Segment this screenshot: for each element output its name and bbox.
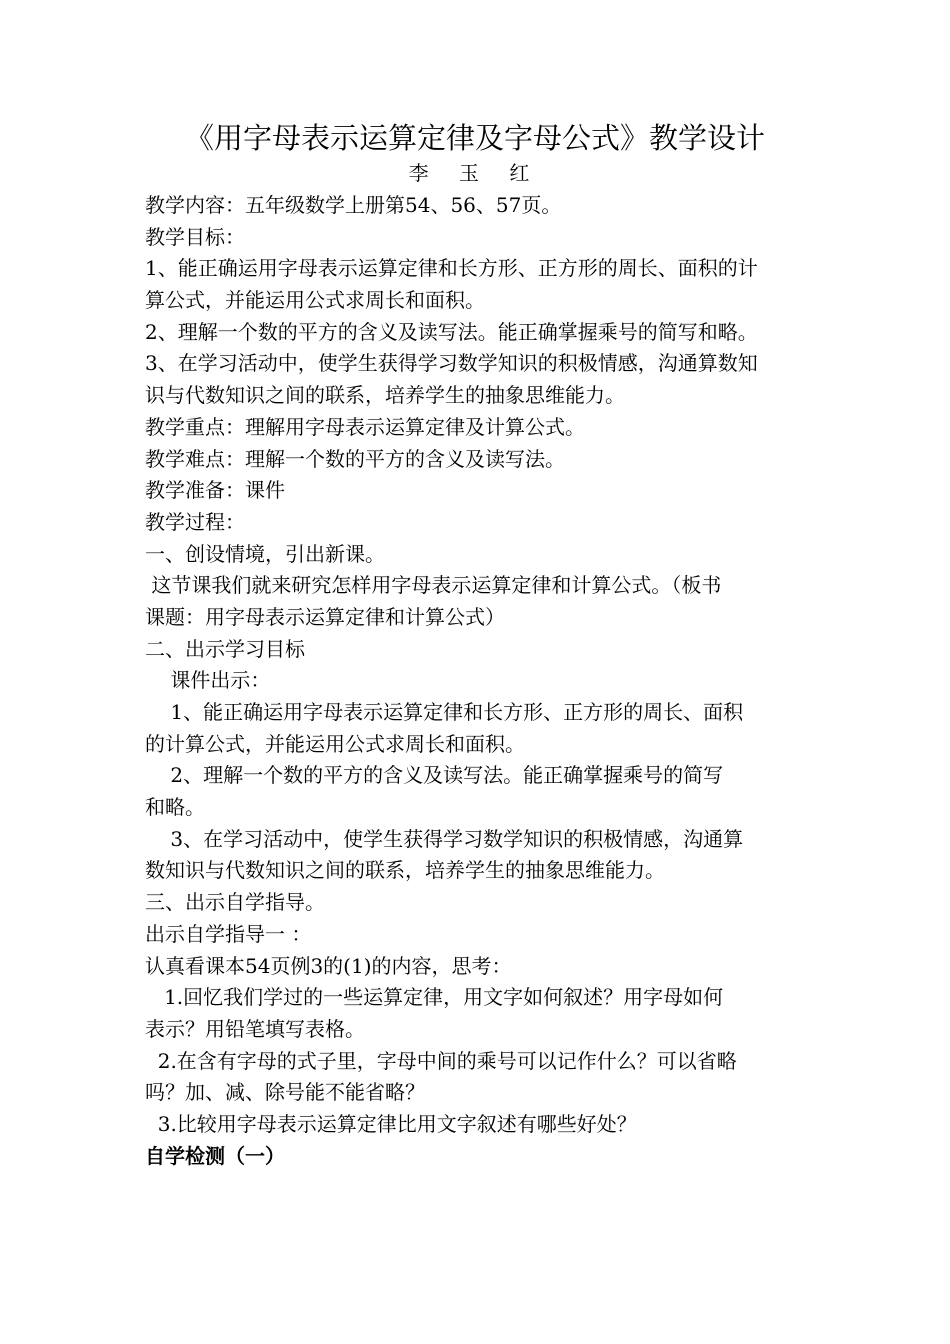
text-line: 教学目标： [145,224,245,249]
text-line: 课件出示： [145,668,271,693]
section-heading: 自学检测（一） [145,1143,285,1168]
text-line: 教学内容：五年级数学上册第54、56、57页。 [145,193,562,217]
text-line: 三、出示自学指导。 [145,890,325,915]
document-title: 《用字母表示运算定律及字母公式》教学设计 [184,121,765,155]
text-line: 2.在含有字母的式子里，字母中间的乘号可以记作什么？可以省略 [145,1048,737,1073]
text-line: 识与代数知识之间的联系，培养学生的抽象思维能力。 [145,383,625,408]
text-line: 3、在学习活动中，使学生获得学习数学知识的积极情感，沟通算数知 [145,351,758,376]
text-line: 数知识与代数知识之间的联系，培养学生的抽象思维能力。 [145,858,665,883]
text-line: 1.回忆我们学过的一些运算定律，用文字如何叙述？用字母如何 [145,985,724,1010]
text-line: 出示自学指导一 ： [145,921,312,946]
text-line: 2、理解一个数的平方的含义及读写法。能正确掌握乘号的简写 [145,763,724,788]
text-line: 的计算公式，并能运用公式求周长和面积。 [145,731,525,756]
text-line: 认真看课本54页例3的(1)的内容，思考： [145,953,512,978]
text-line: 表示？用铅笔填写表格。 [145,1016,365,1041]
document-body [145,190,815,1172]
text-line: 1、能正确运用字母表示运算定律和长方形、正方形的周长、面积的计 [145,256,758,281]
text-line: 教学重点：理解用字母表示运算定律及计算公式。 [145,414,585,439]
text-line: 教学过程： [145,509,245,534]
text-line: 一、创设情境，引出新课。 [145,541,385,566]
text-line: 算公式，并能运用公式求周长和面积。 [145,288,485,313]
text-line: 1、能正确运用字母表示运算定律和长方形、正方形的周长、面积 [145,700,744,724]
text-line: 这节课我们就来研究怎样用字母表示运算定律和计算公式。（板书 [145,573,722,598]
text-line: 教学准备：课件 [145,478,285,503]
text-line: 和略。 [145,795,205,820]
text-line: 3、在学习活动中，使学生获得学习数学知识的积极情感，沟通算 [145,826,744,851]
text-line: 二、出示学习目标 [145,636,305,661]
text-line: 课题：用字母表示运算定律和计算公式） [145,604,505,629]
text-line: 3.比较用字母表示运算定律比用文字叙述有哪些好处？ [145,1111,637,1136]
text-line: 2、理解一个数的平方的含义及读写法。能正确掌握乘号的简写和略。 [145,319,758,344]
text-line: 教学难点：理解一个数的平方的含义及读写法。 [145,446,565,471]
document-author: 李 玉 红 [408,161,542,185]
text-line: 吗？加、减、除号能不能省略？ [145,1080,425,1105]
